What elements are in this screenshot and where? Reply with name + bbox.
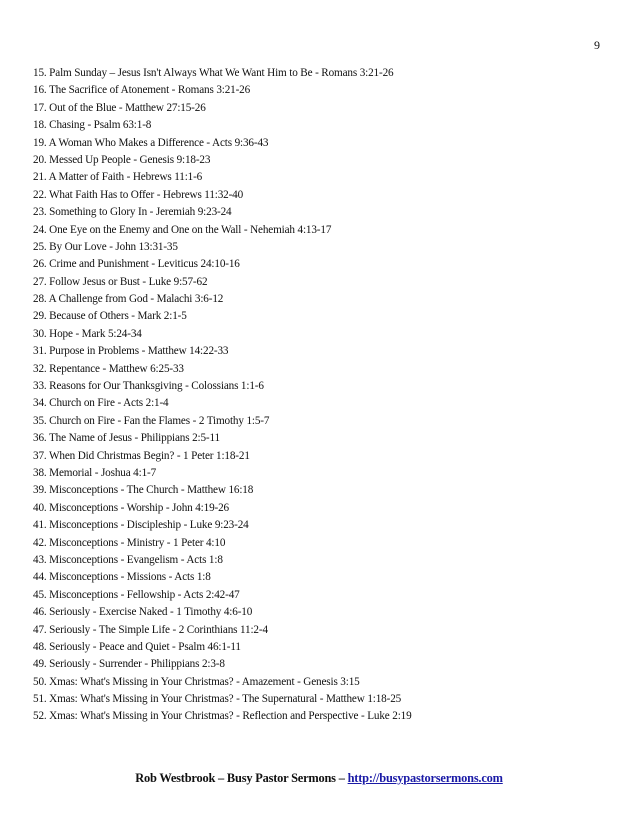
sermon-list-item: 42. Misconceptions - Ministry - 1 Peter 4:10 bbox=[33, 536, 226, 549]
sermon-list-item: 35. Church on Fire - Fan the Flames - 2 Timothy 1:5-7 bbox=[33, 414, 270, 427]
sermon-list-item: 34. Church on Fire - Acts 2:1-4 bbox=[33, 397, 169, 410]
sermon-list-item: 20. Messed Up People - Genesis 9:18-23 bbox=[33, 153, 211, 166]
sermon-list-item: 50. Xmas: What's Missing in Your Christmas? - Amazement - Genesis 3:15 bbox=[33, 675, 360, 688]
sermon-list bbox=[33, 65, 618, 726]
sermon-list-item: 28. A Challenge from God - Malachi 3:6-12 bbox=[33, 293, 224, 306]
footer-website-link[interactable]: http://busypastorsermons.com bbox=[347, 771, 503, 785]
sermon-list-item: 26. Crime and Punishment - Leviticus 24:10-16 bbox=[33, 258, 240, 271]
sermon-list-item: 32. Repentance - Matthew 6:25-33 bbox=[33, 362, 184, 375]
sermon-list-item: 29. Because of Others - Mark 2:1-5 bbox=[33, 310, 187, 323]
sermon-list-item: 49. Seriously - Surrender - Philippians 2:3-8 bbox=[33, 658, 225, 671]
sermon-list-item: 30. Hope - Mark 5:24-34 bbox=[33, 327, 142, 340]
sermon-list-item: 52. Xmas: What's Missing in Your Christmas? - Reflection and Perspective - Luke 2:19 bbox=[33, 710, 412, 723]
footer-author-text: Rob Westbrook – Busy Pastor Sermons – bbox=[135, 771, 348, 785]
sermon-list-item: 47. Seriously - The Simple Life - 2 Corinthians 11:2-4 bbox=[33, 623, 268, 636]
sermon-list-item: 24. One Eye on the Enemy and One on the Wall - Nehemiah 4:13-17 bbox=[33, 223, 332, 236]
sermon-list-item: 15. Palm Sunday – Jesus Isn't Always What We Want Him to Be - Romans 3:21-26 bbox=[33, 67, 394, 79]
sermon-list-item: 37. When Did Christmas Begin? - 1 Peter 1:18-21 bbox=[33, 449, 250, 462]
sermon-list-item: 31. Purpose in Problems - Matthew 14:22-33 bbox=[33, 345, 229, 358]
sermon-list-item: 21. A Matter of Faith - Hebrews 11:1-6 bbox=[33, 171, 203, 184]
sermon-list-item: 17. Out of the Blue - Matthew 27:15-26 bbox=[33, 101, 206, 114]
sermon-list-item: 33. Reasons for Our Thanksgiving - Colossians 1:1-6 bbox=[33, 380, 264, 393]
sermon-list-item: 45. Misconceptions - Fellowship - Acts 2:42-47 bbox=[33, 588, 240, 601]
sermon-list-item: 18. Chasing - Psalm 63:1-8 bbox=[33, 119, 152, 132]
sermon-list-item: 51. Xmas: What's Missing in Your Christmas? - The Supernatural - Matthew 1:18-25 bbox=[33, 693, 402, 706]
sermon-list-item: 27. Follow Jesus or Bust - Luke 9:57-62 bbox=[33, 275, 208, 288]
sermon-list-item: 44. Misconceptions - Missions - Acts 1:8 bbox=[33, 571, 211, 584]
sermon-list-item: 25. By Our Love - John 13:31-35 bbox=[33, 240, 178, 253]
sermon-list-item: 46. Seriously - Exercise Naked - 1 Timothy 4:6-10 bbox=[33, 606, 253, 619]
sermon-list-item: 36. The Name of Jesus - Philippians 2:5-11 bbox=[33, 432, 220, 445]
sermon-list-item: 22. What Faith Has to Offer - Hebrews 11:32-40 bbox=[33, 188, 244, 201]
sermon-list-item: 39. Misconceptions - The Church - Matthew 16:18 bbox=[33, 484, 254, 497]
sermon-list-item: 41. Misconceptions - Discipleship - Luke 9:23-24 bbox=[33, 519, 249, 532]
sermon-list-item: 43. Misconceptions - Evangelism - Acts 1:8 bbox=[33, 553, 223, 566]
sermon-list-item: 48. Seriously - Peace and Quiet - Psalm 46:1-11 bbox=[33, 640, 241, 653]
sermon-list-item: 23. Something to Glory In - Jeremiah 9:23-24 bbox=[33, 206, 232, 219]
sermon-list-item: 38. Memorial - Joshua 4:1-7 bbox=[33, 466, 157, 479]
page-number: 9 bbox=[594, 38, 600, 52]
sermon-list-item: 16. The Sacrifice of Atonement - Romans 3:21-26 bbox=[33, 84, 251, 97]
sermon-list-item: 19. A Woman Who Makes a Difference - Acts 9:36-43 bbox=[33, 136, 269, 149]
footer bbox=[0, 771, 638, 786]
sermon-list-item: 40. Misconceptions - Worship - John 4:19-26 bbox=[33, 501, 229, 514]
